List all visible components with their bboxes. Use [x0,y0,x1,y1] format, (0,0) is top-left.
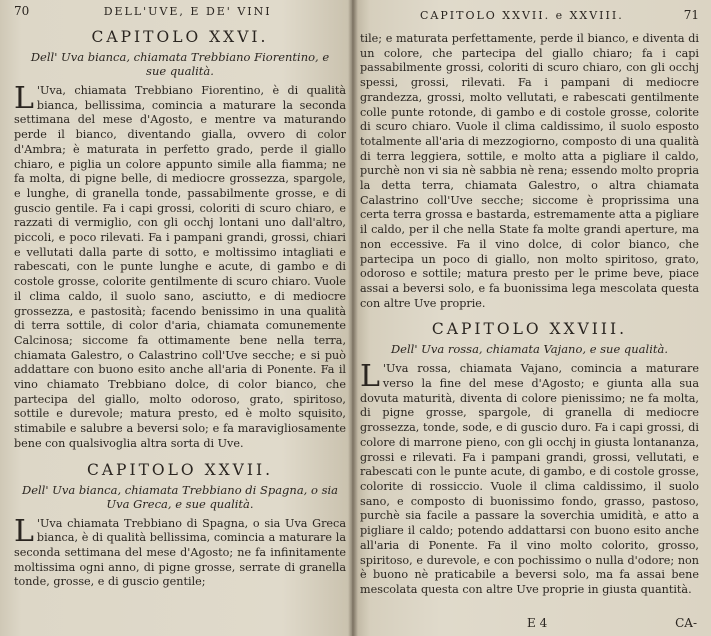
chapter-27-continued-text: tile; e maturata perfettamente, perde il bianco, e diventa di un colore, che partecipa del giallo chiaro; fa i capi passabilmente grossi, coloriti di scuro chiaro, con gli occhj spessi, grossi, rilevati. Fa i pampani di mediocre grandezza, grossi, molto vellutati, e rabescati gentilmente colle punte rotonde, di gambo e di costole grosse, colorite di scuro chiaro. Vuole il clima caldissimo, il suolo esposto totalmente all'aria di mezzogiorno, composto di una qualità di terra leggiera, sottile, e molto atta a pigliare il caldo, purchè non vi sia nè sabbia nè rena; essendo molto propria la detta terra, chiamata Galestro, o altra chiamata Calastrino coll'Uve secche; siccome è proprissima una certa terra grossa e bastarda, estremamente atta a pigliare il caldo, per il che nella State fa molte grandi aperture, ma non eccessive. Fa il vino dolce, di color bianco, che partecipa un poco di giallo, non molto spiritoso, grato, odoroso e sottile; matura presto per le prime beve, piace assai a beversi solo, e fa buonissima lega mescolata questa con altre Uve proprie. [360,32,699,310]
left-page-number: 70 [14,4,30,18]
signature-mark: E 4 [527,616,548,630]
left-running-title: DELL'UVE, E DE' VINI [103,5,272,18]
chapter-28-subtitle: Dell' Uva rossa, chiamata Vajano, e sue qualità. [390,342,669,357]
left-page [0,0,352,636]
right-running-head [360,8,699,22]
right-page [352,0,711,636]
chapter-26-dropcap: L [14,81,34,116]
chapter-28-text: 'Uva rossa, chiamata Vajano, comincia a maturare verso la fine del mese d'Agosto; e giunta alla sua dovuta maturità, diventa di colore pienissimo; ne fa molta, di pigne grosse, spargole, di granella di mediocre grossezza, tonde, sode, e di guscio duro. Fa i capi grossi, di colore di marrone pieno, con gli occhj in giusta lontananza, grossi e rilevati. Fa i pampani grandi, grossi, vellutati, e rabescati con le punte acute, di gambo, e di costole grosse, colorite di rossiccio. Vuole il clima caldissimo, il suolo sano, e composto di buonissimo fondo, grasso, pastoso, purchè sia facile a passare la soverchia umidità, e atto a pigliare il caldo; potendo addattarsi con buono esito anche all'aria di Ponente. Fa il vino molto colorito, grosso, spiritoso, e durevole, e con pochissimo o nulla d'odore; non è buono nè praticabile a beversi solo, ma fa assai bene mescolata questa con altre Uve proprie in giusta quantità. [360,362,699,596]
left-running-head [14,4,346,18]
chapter-28-dropcap: L [360,359,380,395]
chapter-27-text: 'Uva chiamata Trebbiano di Spagna, o sia Uva Greca bianca, è di qualità bellissima, comincia a maturare la seconda settimana del mese d'Agosto; ne fa infinitamente moltissima ogni anno, di pigne grosse, serrate di granella tonde, grosse, e di guscio gentile; [14,516,346,589]
right-running-title: CAPITOLO XXVII. e XXVIII. [420,9,624,22]
chapter-28-body [360,359,699,597]
chapter-26-title: CAPITOLO XXVI. [91,28,269,46]
chapter-26-text: 'Uva, chiamata Trebbiano Fiorentino, è di qualità bianca, bellissima, comincia a maturare la seconda settimana del mese d'Agosto, e mentre va maturando perde il bianco, diventando gialla, ovvero di color d'Ambra; è maturata in perfetto grado, perde il giallo chiaro, e piglia un colore appunto simile alla fiamma; ne fa molta, di pigne belle, di mediocre grossezza, spargole, e lunghe, di granella tonde, passabilmente grosse, e di guscio gentile. Fa i capi grossi, coloriti di scuro chiaro, e razzati di vermiglio, con gli occhj lontani uno dall'altro, piccoli, e poco rilevati. Fa i pampani grandi, grossi, chiari e vellutati dalla parte di sotto, e moltissimo intagliati e rabescati, con le punte lunghe e acute, di gambo e di costole grosse, colorite gentilmente di scuro chiaro. Vuole il clima caldo, il suolo sano, asciutto, e di mediocre grossezza, e pastosità; facendo benissimo in una qualità di terra sottile, di color d'aria, chiamata comunemente Calcinosa; siccome fa ottimamente bene nella terra, chiamata Galestro, o Calastrino coll'Uve secche; e si può addattare con buono esito anche all'aria di Ponente. Fa il vino chiamato Trebbiano dolce, di color bianco, che partecipa del giallo, molto odoroso, grato, spiritoso, sottile e durevole; matura presto, ed è molto squisito, stimabile e salubre a beversi solo; e fa maravigliosamente bene con qualsivoglia altra sorta di Uve. [14,84,346,450]
chapter-27-title: CAPITOLO XXVII. [86,460,273,479]
chapter-28-title: CAPITOLO XXVIII. [431,320,628,339]
chapter-27-subtitle: Dell' Uva bianca, chiamata Trebbiano di Spagna, o sia Uva Greca, e sue qualità. [21,482,339,511]
chapter-27-body [14,513,346,591]
chapter-26-subtitle: Dell' Uva bianca, chiamata Trebbiano Fiorentino, e sue qualità. [30,50,330,78]
chapter-27-dropcap: L [14,513,34,549]
chapter-26-body [14,81,346,452]
catchword: CA- [675,616,697,630]
right-page-number: 71 [683,8,699,22]
